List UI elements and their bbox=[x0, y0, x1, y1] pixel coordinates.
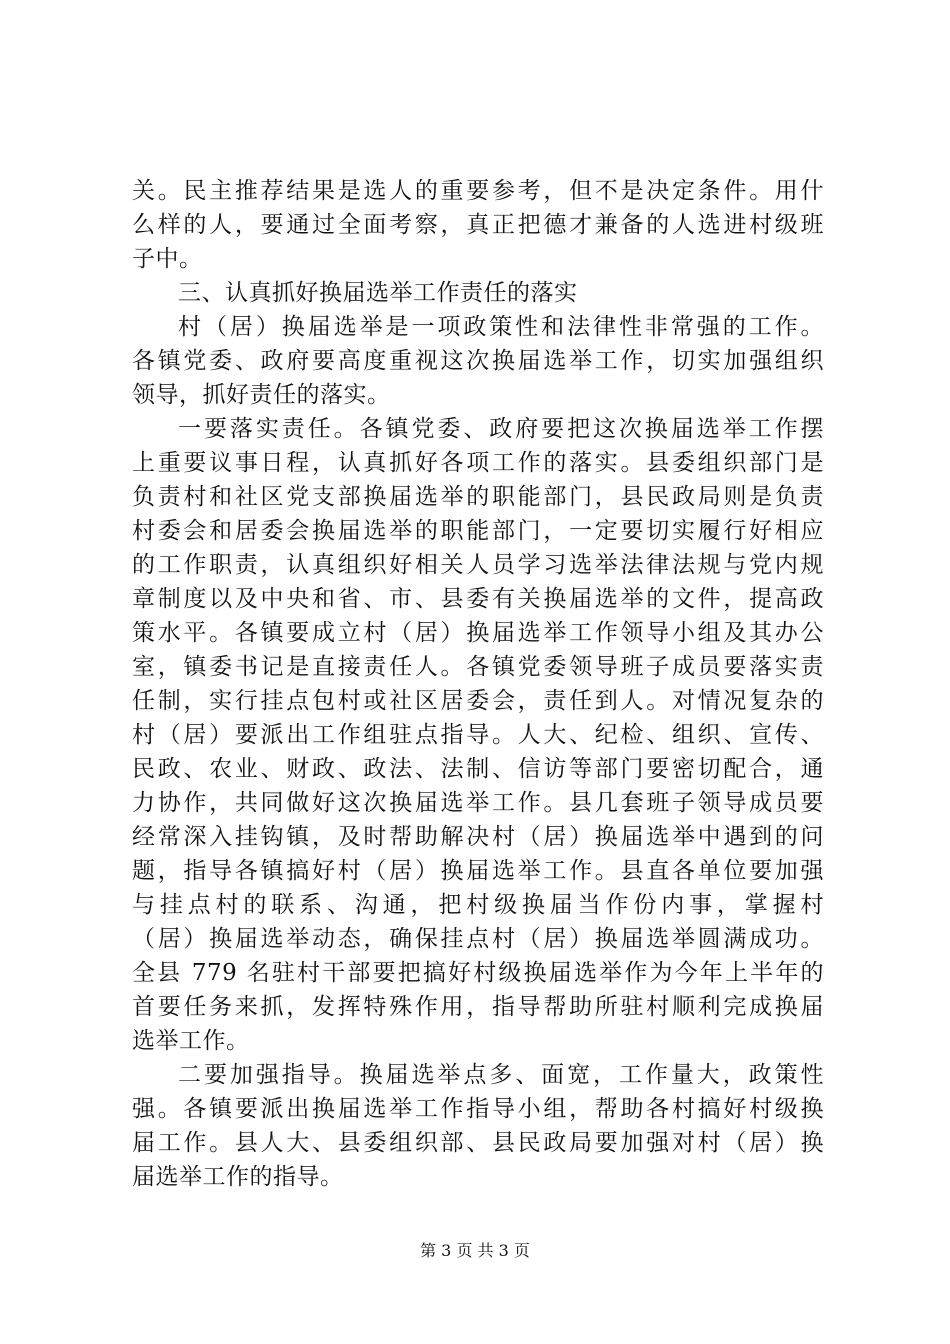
text-line: （居）换届选举动态，确保挂点村（居）换届选举圆满成功。 bbox=[132, 926, 824, 952]
text-line: 民政、农业、财政、政法、法制、信访等部门要密切配合，通 bbox=[132, 756, 824, 782]
text-line: 全县 779 名驻村干部要把搞好村级换届选举作为今年上半年的 bbox=[132, 960, 824, 986]
text-line: 力协作，共同做好这次换届选举工作。县几套班子领导成员要 bbox=[132, 790, 824, 816]
text-line: 章制度以及中央和省、市、县委有关换届选举的文件，提高政 bbox=[132, 586, 824, 612]
text-line: 的工作职责，认真组织好相关人员学习选举法律法规与党内规 bbox=[132, 552, 824, 578]
text-line: 经常深入挂钩镇，及时帮助解决村（居）换届选举中遇到的问 bbox=[132, 824, 824, 850]
text-line: 任制，实行挂点包村或社区居委会，责任到人。对情况复杂的 bbox=[132, 688, 824, 714]
text-line: 首要任务来抓，发挥特殊作用，指导帮助所驻村顺利完成换届 bbox=[132, 994, 824, 1020]
text-line: 室，镇委书记是直接责任人。各镇党委领导班子成员要落实责 bbox=[132, 654, 824, 680]
text-line: 策水平。各镇要成立村（居）换届选举工作领导小组及其办公 bbox=[132, 620, 824, 646]
text-line: 关。民主推荐结果是选人的重要参考，但不是决定条件。用什 bbox=[132, 178, 824, 204]
text-line: 与挂点村的联系、沟通，把村级换届当作份内事，掌握村 bbox=[132, 892, 824, 918]
text-line: 子中。 bbox=[132, 246, 203, 272]
page-footer: 第 3 页 共 3 页 bbox=[420, 1241, 530, 1260]
text-line: 选举工作。 bbox=[132, 1028, 250, 1054]
text-line: 上重要议事日程，认真抓好各项工作的落实。县委组织部门是 bbox=[132, 450, 824, 476]
text-line: 强。各镇要派出换届选举工作指导小组，帮助各村搞好村级换 bbox=[132, 1096, 824, 1122]
text-line: 届工作。县人大、县委组织部、县民政局要加强对村（居）换 bbox=[132, 1130, 824, 1156]
text-line: 村（居）要派出工作组驻点指导。人大、纪检、组织、宣传、 bbox=[132, 722, 824, 748]
text-line: 届选举工作的指导。 bbox=[132, 1164, 344, 1190]
document-body bbox=[132, 174, 824, 1194]
text-line: 村委会和居委会换届选举的职能部门，一定要切实履行好相应 bbox=[132, 518, 824, 544]
text-line: 二要加强指导。换届选举点多、面宽，工作量大，政策性 bbox=[178, 1062, 824, 1088]
text-line: 题，指导各镇搞好村（居）换届选举工作。县直各单位要加强 bbox=[132, 858, 824, 884]
text-line: 负责村和社区党支部换届选举的职能部门，县民政局则是负责 bbox=[132, 484, 824, 510]
text-line: 一要落实责任。各镇党委、政府要把这次换届选举工作摆 bbox=[178, 416, 824, 442]
section-heading: 三、认真抓好换届选举工作责任的落实 bbox=[178, 280, 578, 306]
text-line: 各镇党委、政府要高度重视这次换届选举工作，切实加强组织 bbox=[132, 348, 824, 374]
text-line: 么样的人，要通过全面考察，真正把德才兼备的人选进村级班 bbox=[132, 212, 824, 238]
text-line: 村（居）换届选举是一项政策性和法律性非常强的工作。 bbox=[178, 314, 824, 340]
text-line: 领导，抓好责任的落实。 bbox=[132, 382, 391, 408]
